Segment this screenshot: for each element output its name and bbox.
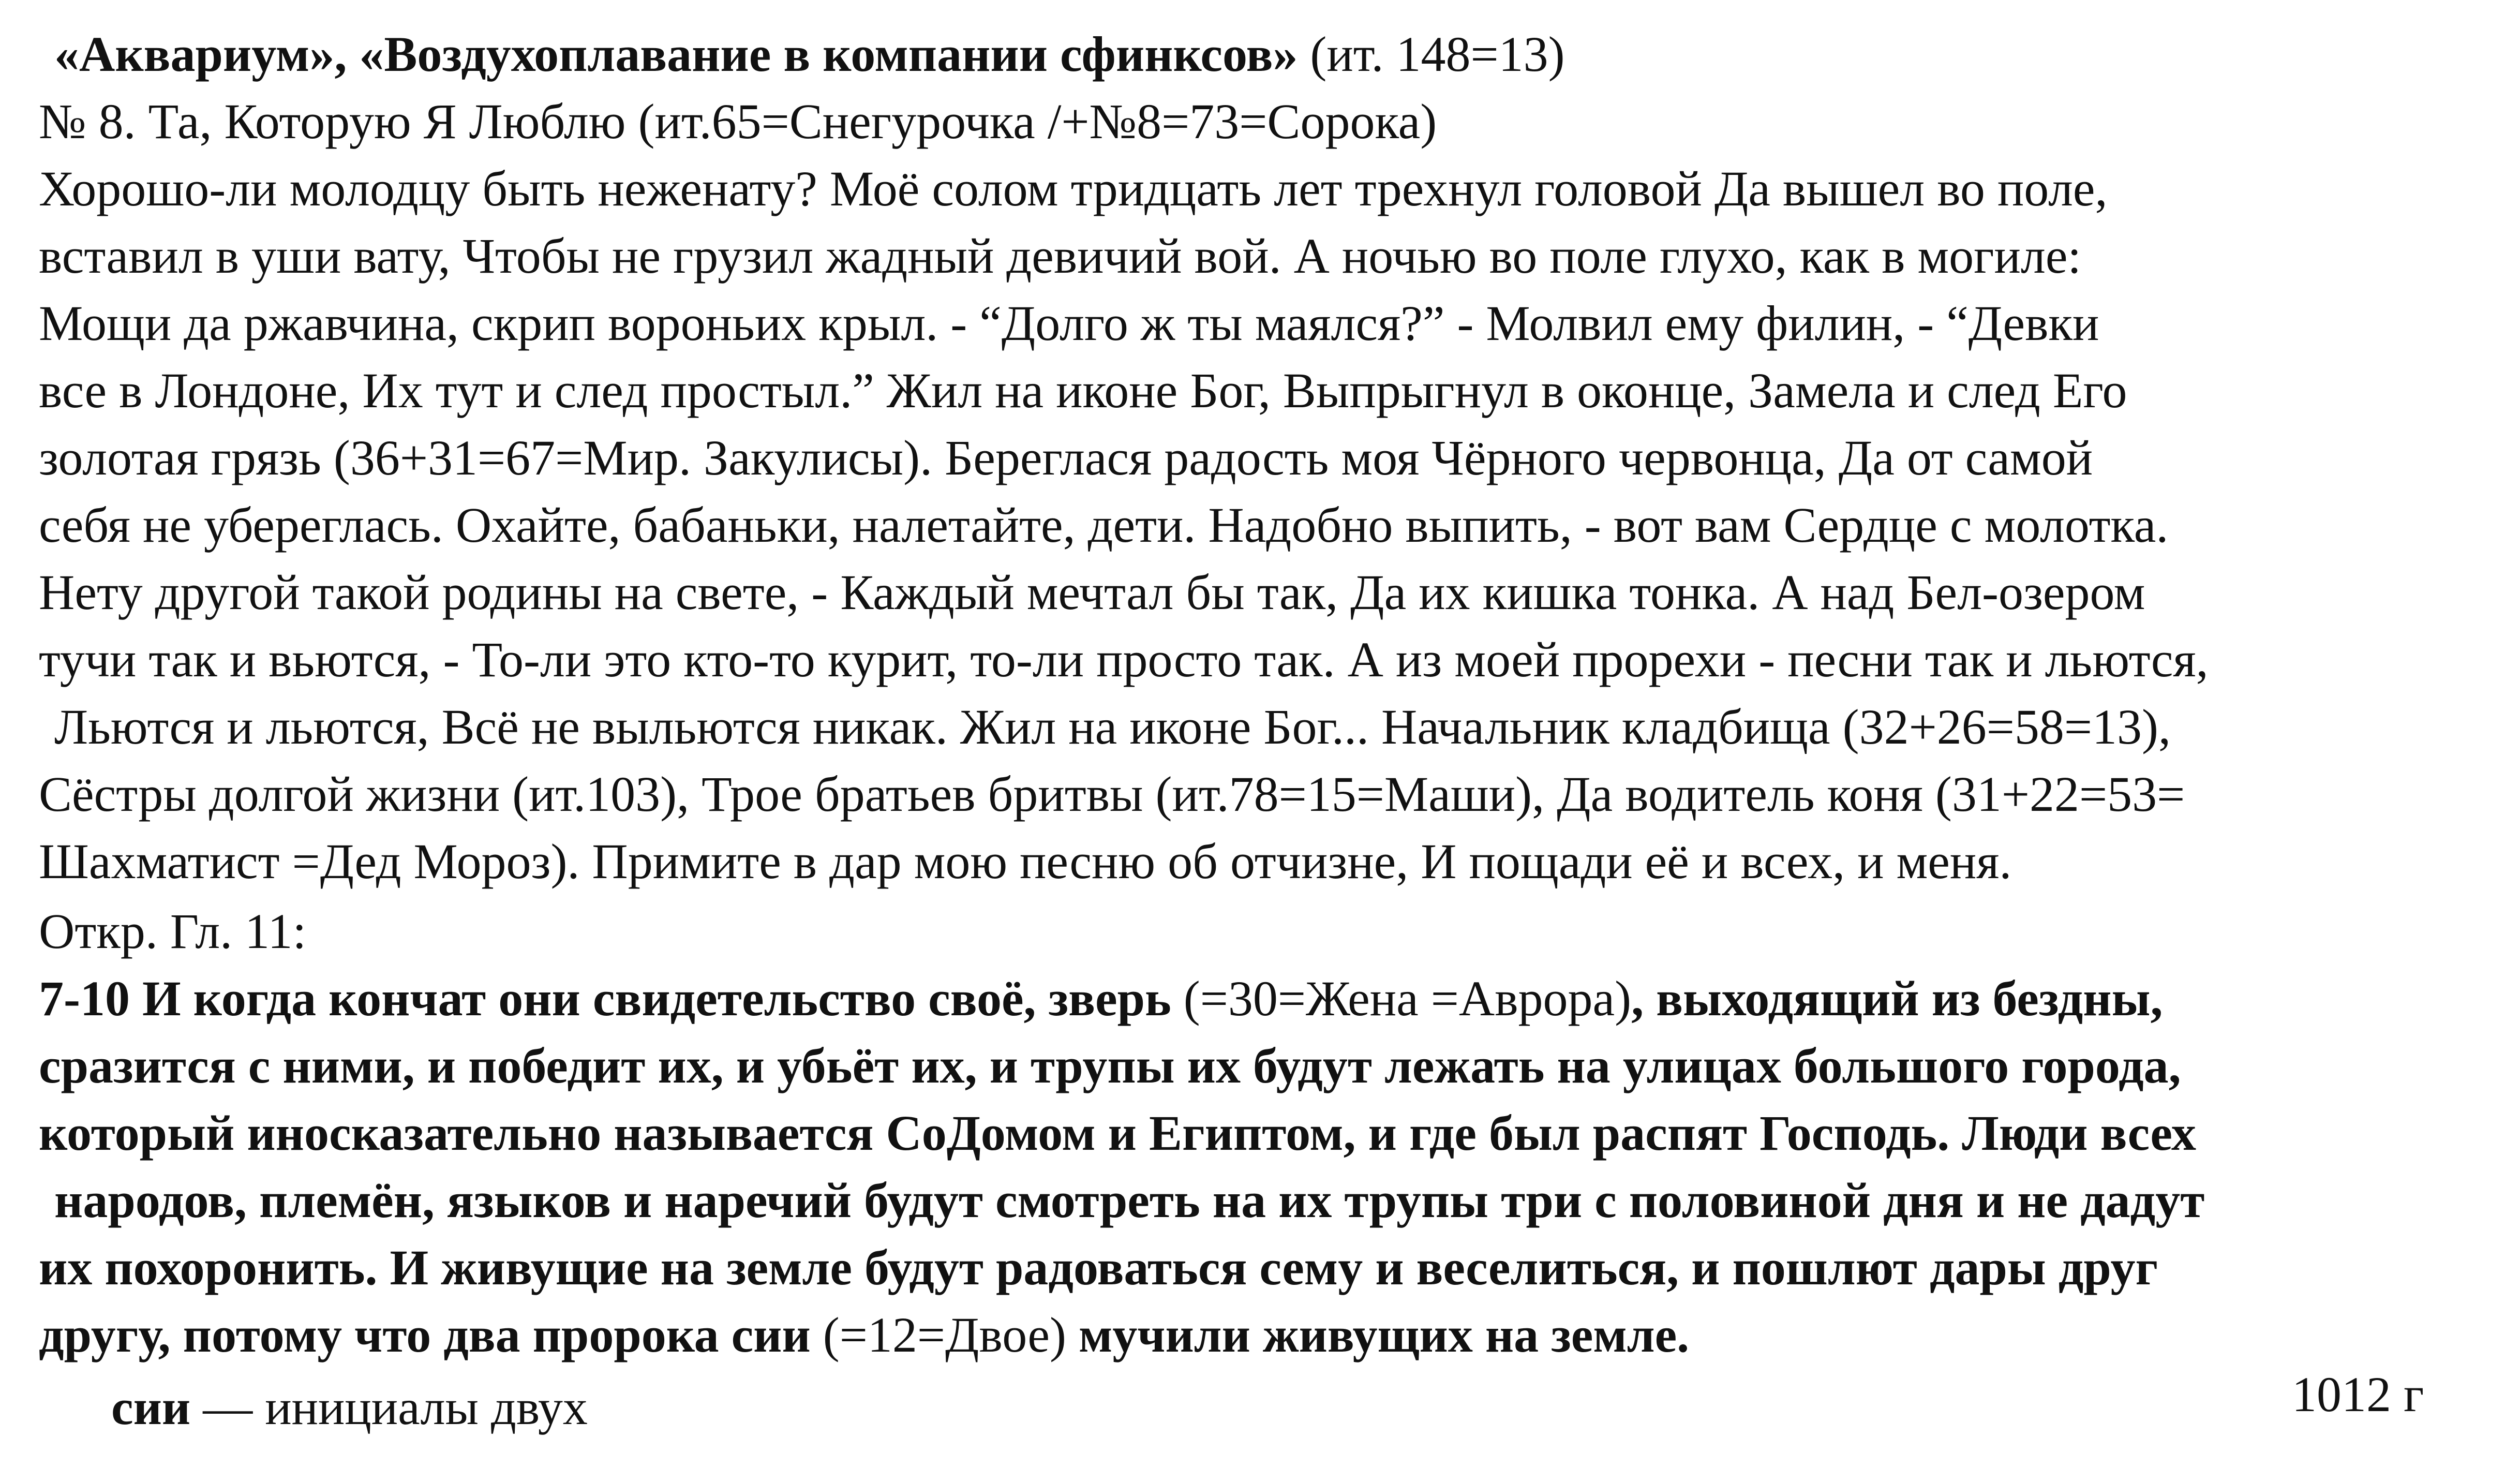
lyric-line: золотая грязь (36+31=67=Мир. Закулисы). Береглася радость моя Чёрного червонца, Да от самой xyxy=(39,430,2093,485)
footnote-definition: — инициалы двух xyxy=(190,1380,588,1435)
verse-text: 7-10 И когда кончат они свидетельство своё, зверь xyxy=(39,971,1171,1026)
page-number: 1012 г xyxy=(2292,1367,2424,1422)
revelation-line xyxy=(39,965,2163,1032)
lyric-line: Шахматист =Дед Мороз). Примите в дар мою песню об отчизне, И пощади её и всех, и меня. xyxy=(39,834,2012,889)
footnote-term: сии xyxy=(111,1380,191,1435)
revelation-line: их похоронить. И живущие на земле будут радоваться сему и веселиться, и пошлют дары друг xyxy=(39,1240,2158,1295)
title-note: (ит. 148=13) xyxy=(1298,26,1565,82)
verse-text: , выходящий из бездны, xyxy=(1631,971,2163,1026)
lyric-line: Нету другой такой родины на свете, - Каждый мечтал бы так, Да их кишка тонка. А над Бел-озером xyxy=(39,565,2145,620)
revelation-reference: Откр. Гл. 11: xyxy=(39,903,307,959)
revelation-line: народов, племён, языков и наречий будут смотреть на их трупы три с половиной дня и не дадут xyxy=(54,1173,2205,1228)
revelation-line: сразится с ними, и победит их, и убьёт их, и трупы их будут лежать на улицах большого города, xyxy=(39,1038,2181,1093)
revelation-line xyxy=(39,1301,1689,1369)
lyric-line: Хорошо-ли молодцу быть неженату? Моё солом тридцать лет трехнул головой Да вышел во поле, xyxy=(39,161,2108,216)
song-heading: № 8. Та, Которую Я Люблю (ит.65=Снегурочка /+№8=73=Сорока) xyxy=(39,94,1437,149)
lyric-line: Сёстры долгой жизни (ит.103), Трое братьев бритвы (ит.78=15=Маши), Да водитель коня (31+22=53= xyxy=(39,766,2185,822)
document-title xyxy=(54,21,1565,88)
lyric-line: Льются и льются, Всё не выльются никак. Жил на иконе Бог... Начальник кладбища (32+26=58=13), xyxy=(54,699,2171,754)
footnote xyxy=(111,1374,588,1441)
lyric-line: тучи так и вьются, - То-ли это кто-то курит, то-ли просто так. А из моей прорехи - песни так и льются, xyxy=(39,632,2209,687)
verse-text: мучили живущих на земле. xyxy=(1078,1307,1690,1362)
lyric-line: вставил в уши вату, Чтобы не грузил жадный девичий вой. А ночью во поле глухо, как в могиле: xyxy=(39,228,2082,284)
revelation-line: который иносказательно называется СоДомом и Египтом, и где был распят Господь. Люди всех xyxy=(39,1105,2197,1161)
lyric-line: себя не убереглась. Охайте, бабаньки, налетайте, дети. Надобно выпить, - вот вам Сердце с молотка. xyxy=(39,497,2169,553)
verse-text: другу, потому что два пророка сии xyxy=(39,1307,811,1362)
title-bold: «Аквариум», «Воздухоплавание в компании сфинксов» xyxy=(54,26,1298,82)
lyric-line: Мощи да ржавчина, скрип вороньих крыл. - “Долго ж ты маялся?” - Молвил ему филин, - “Девки xyxy=(39,295,2099,351)
verse-annotation: (=12=Двое) xyxy=(810,1307,1079,1362)
lyric-line: все в Лондоне, Их тут и след простыл.” Жил на иконе Бог, Выпрыгнул в оконце, Замела и след Его xyxy=(39,363,2127,418)
verse-annotation: (=30=Жена =Аврора) xyxy=(1171,971,1632,1026)
